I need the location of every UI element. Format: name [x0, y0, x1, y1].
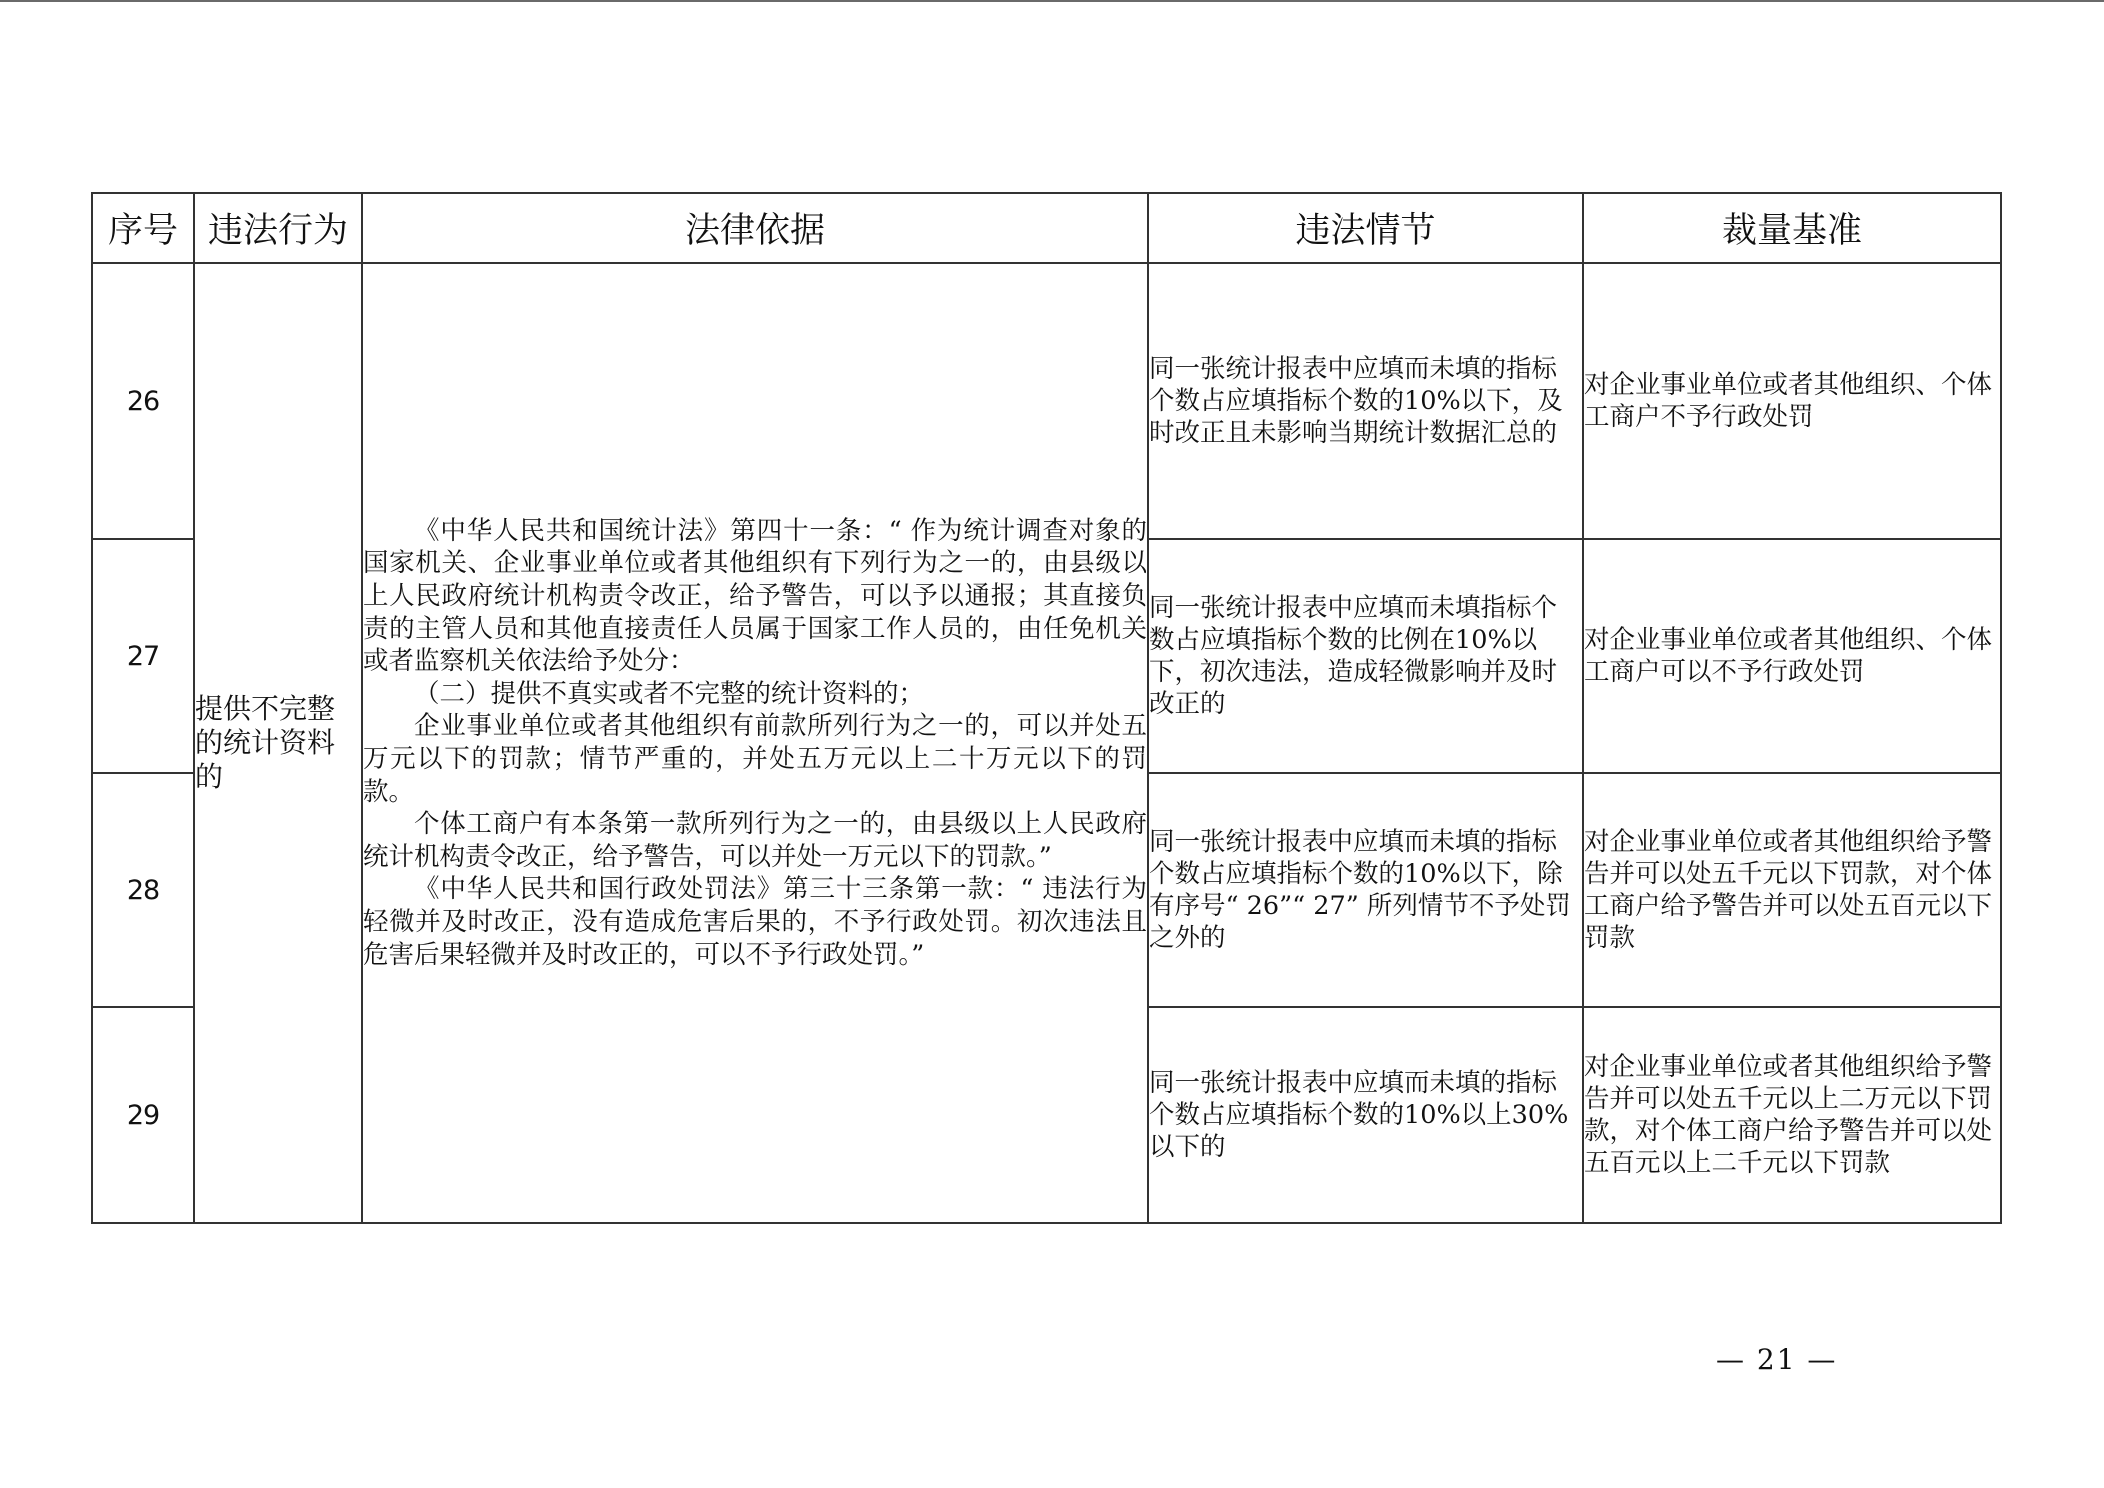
table-header-row: [92, 193, 2001, 263]
circumstance-cell: 同一张统计报表中应填而未填的指标个数占应填指标个数的10%以下，除有序号“ 26”“ 27” 所列情节不予处罚之外的: [1148, 773, 1583, 1007]
legal-basis-paragraph: 个体工商户有本条第一款所列行为之一的，由县级以上人民政府统计机构责令改正，给予警告，可以并处一万元以下的罚款。”: [363, 809, 1147, 872]
standard-cell: 对企业事业单位或者其他组织、个体工商户不予行政处罚: [1583, 263, 2001, 539]
legal-basis-paragraph: （二）提供不真实或者不完整的统计资料的；: [414, 678, 925, 709]
legal-basis-paragraph: 企业事业单位或者其他组织有前款所列行为之一的，可以并处五万元以下的罚款；情节严重的，并处五万元以上二十万元以下的罚款。: [363, 711, 1147, 807]
table-row: [92, 263, 2001, 539]
header-standard: 裁量基准: [1583, 193, 2001, 263]
page-number: — 21 —: [1716, 1343, 1838, 1376]
standard-cell: 对企业事业单位或者其他组织、个体工商户可以不予行政处罚: [1583, 539, 2001, 773]
header-legal-basis: 法律依据: [362, 193, 1148, 263]
standard-cell: 对企业事业单位或者其他组织给予警告并可以处五千元以上二万元以下罚款，对个体工商户给予警告并可以处五百元以上二千元以下罚款: [1583, 1007, 2001, 1223]
legal-basis-cell: [362, 263, 1148, 1223]
header-behavior: 违法行为: [194, 193, 362, 263]
circumstance-cell: 同一张统计报表中应填而未填指标个数占应填指标个数的比例在10%以下，初次违法，造成轻微影响并及时改正的: [1148, 539, 1583, 773]
penalty-discretion-table: [91, 192, 2002, 1224]
header-circumstance: 违法情节: [1148, 193, 1583, 263]
violation-behavior-cell: 提供不完整的统计资料的: [194, 263, 362, 1223]
circumstance-cell: 同一张统计报表中应填而未填的指标个数占应填指标个数的10%以上30%以下的: [1148, 1007, 1583, 1223]
top-border-line: [0, 0, 2104, 2]
row-seq: 27: [92, 539, 194, 773]
header-seq: 序号: [92, 193, 194, 263]
row-seq: 26: [92, 263, 194, 539]
legal-basis-paragraph: 《中华人民共和国行政处罚法》第三十三条第一款：“ 违法行为轻微并及时改正，没有造成危害后果的，不予行政处罚。初次违法且危害后果轻微并及时改正的，可以不予行政处罚。”: [363, 874, 1147, 970]
circumstance-cell: 同一张统计报表中应填而未填的指标个数占应填指标个数的10%以下，及时改正且未影响当期统计数据汇总的: [1148, 263, 1583, 539]
standard-cell: 对企业事业单位或者其他组织给予警告并可以处五千元以下罚款，对个体工商户给予警告并可以处五百元以下罚款: [1583, 773, 2001, 1007]
row-seq: 29: [92, 1007, 194, 1223]
legal-basis-paragraph: 《中华人民共和国统计法》第四十一条：“ 作为统计调查对象的国家机关、企业事业单位或者其他组织有下列行为之一的，由县级以上人民政府统计机构责令改正，给予警告，可以予以通报；其直接负责的主管人员和其他直接责任人员属于国家工作人员的，由任免机关或者监察机关依法给予处分：: [363, 515, 1147, 677]
row-seq: 28: [92, 773, 194, 1007]
